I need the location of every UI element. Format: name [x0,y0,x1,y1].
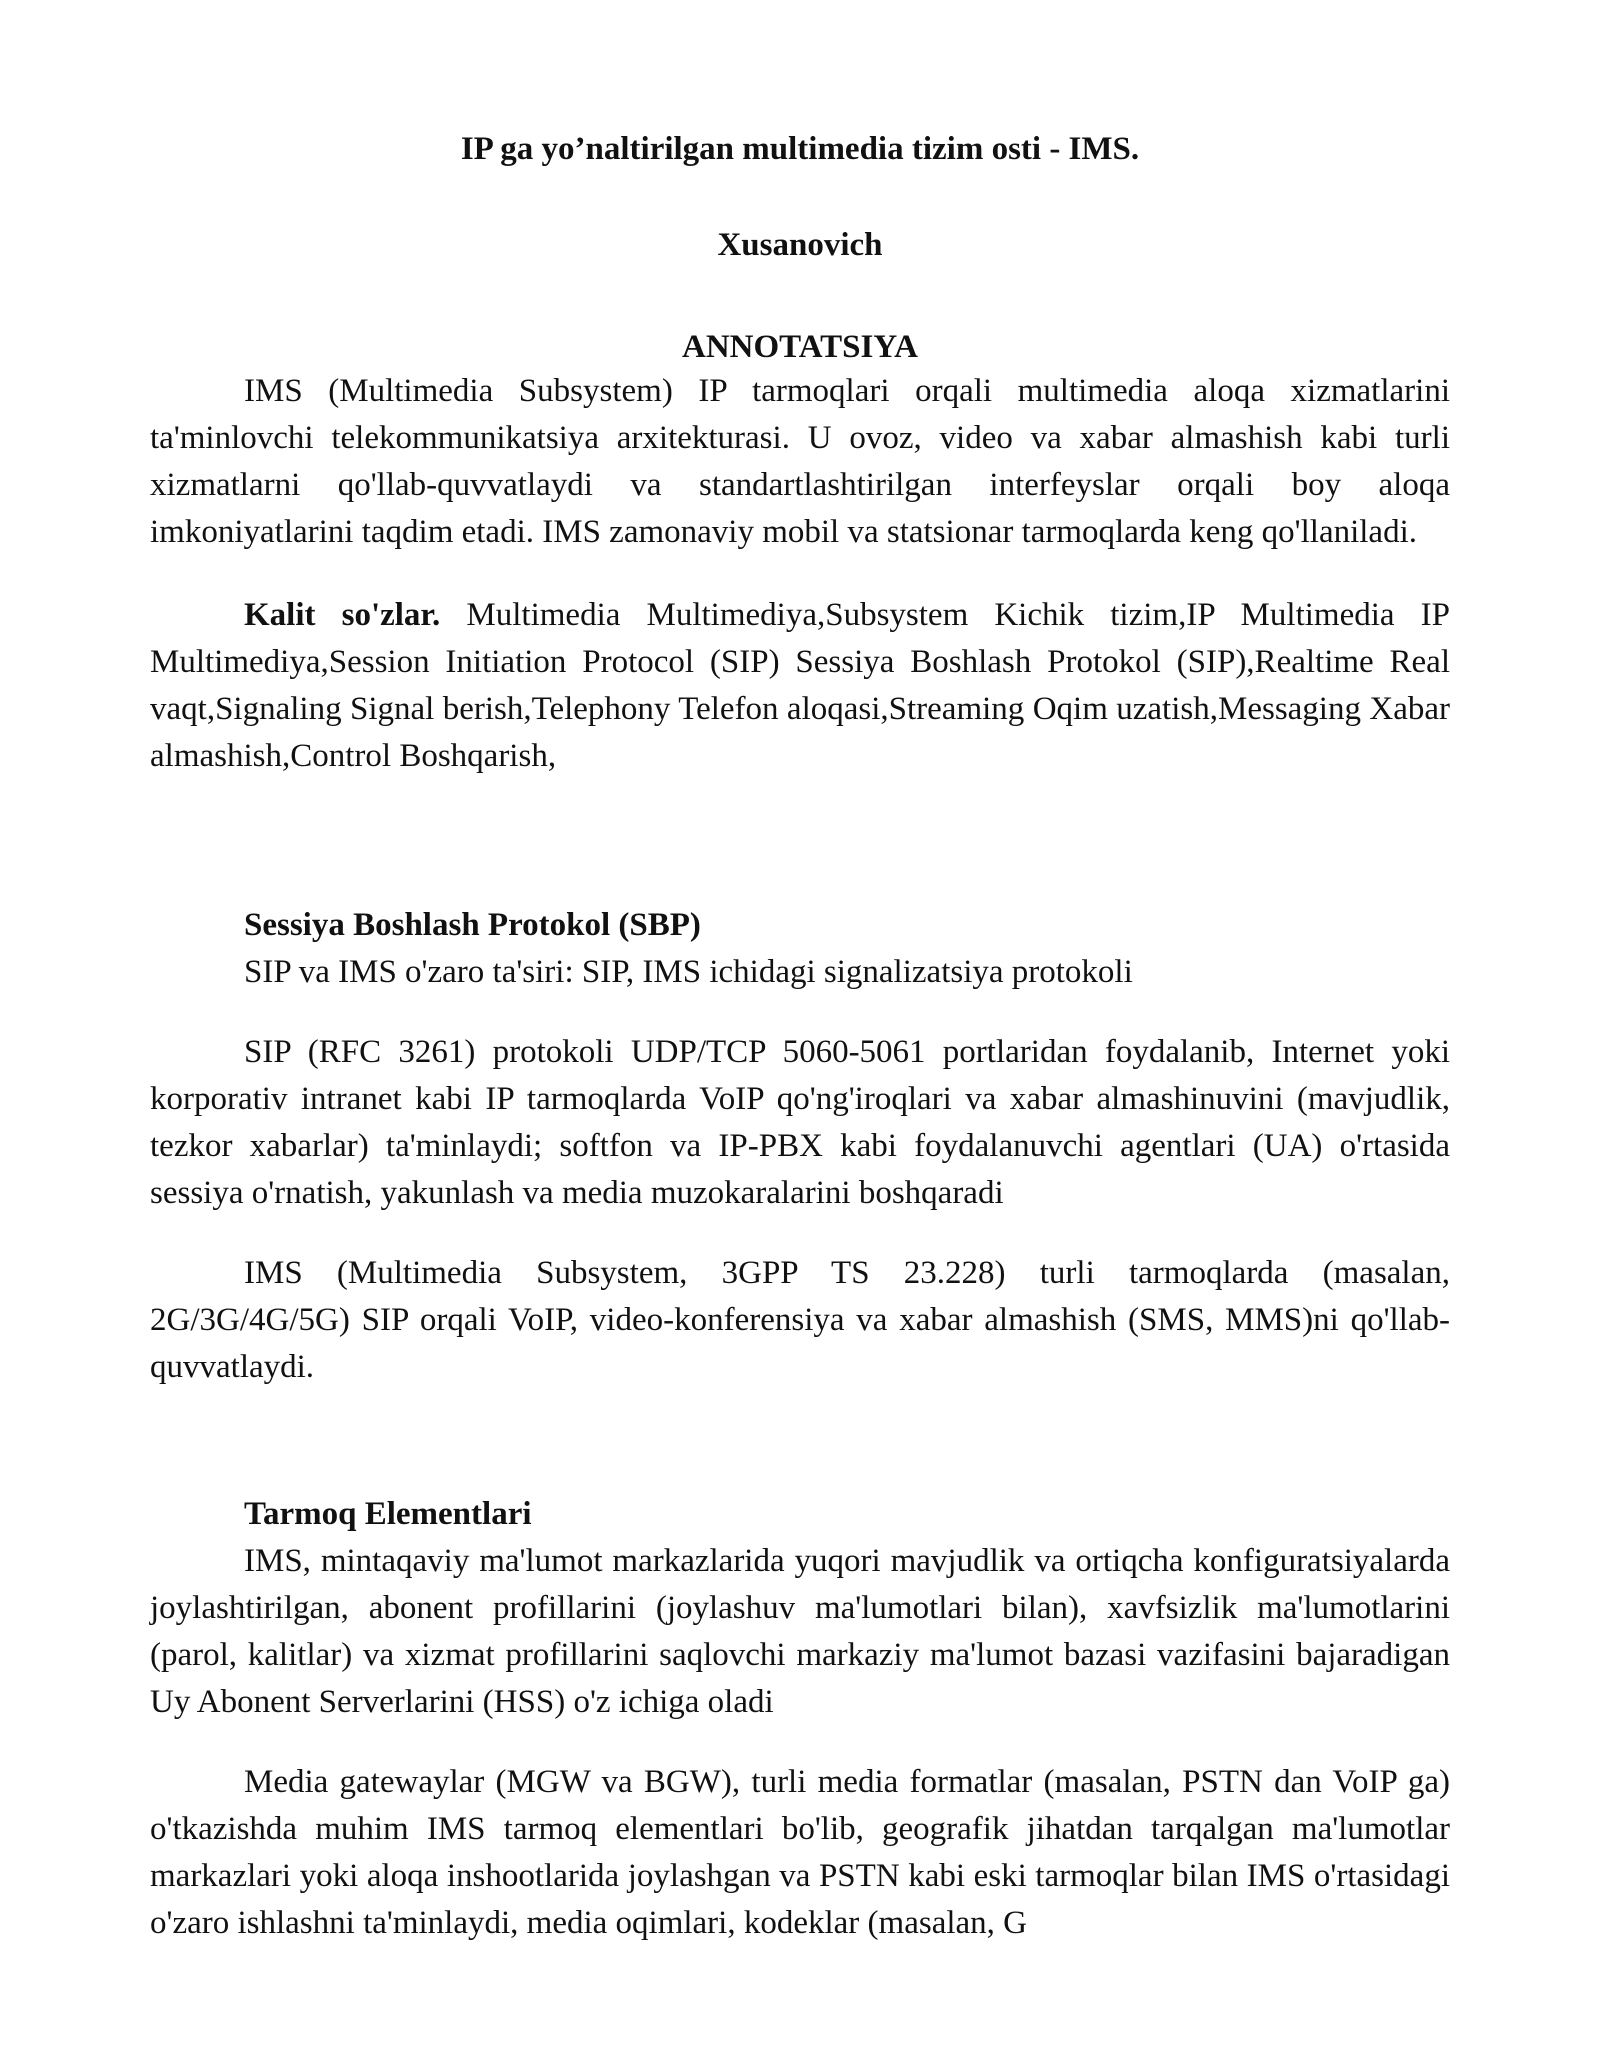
document-title: IP ga yo’naltirilgan multimedia tizim osti - IMS. [460,131,1140,167]
sip-paragraph: SIP (RFC 3261) protokoli UDP/TCP 5060-5061 portlaridan foydalanib, Internet yoki korporativ intranet kabi IP tarmoqlarda VoIP qo'ng'iroqlari va xabar almashinuvini (mavjudlik, tezkor xabarlar) ta'minlaydi; softfon va IP-PBX kabi foydalanuvchi agentlari (UA) o'rtasida sessiya o'rnatish, yakunlash va media muzokaralarini boshqaradi [150,1034,1450,1211]
section-heading-network-elements: Tarmoq Elementlari [244,1496,532,1532]
section-heading-sbp: Sessiya Boshlash Protokol (SBP) [244,907,701,943]
keywords-text: Multimedia Multimediya,Subsystem Kichik tizim,IP Multimedia IP Multimediya,Session Initiation Protocol (SIP) Sessiya Boshlash Protokol (SIP),Realtime Real vaqt,Signaling Signal berish,Telephony Telefon aloqasi,Streaming Oqim uzatish,Messaging Xabar almashish,Control Boshqarish, [150,597,1450,774]
media-gateway-paragraph: Media gatewaylar (MGW va BGW), turli media formatlar (masalan, PSTN dan VoIP ga) o'tkazishda muhim IMS tarmoq elementlari bo'lib, geografik jihatdan tarqalgan ma'lumotlar markazlari yoki aloqa inshootlarida joylashgan va PSTN kabi eski tarmoqlar bilan IMS o'rtasidagi o'zaro ishlashni ta'minlaydi, media oqimlari, kodeklar (masalan, G [150,1764,1450,1941]
keywords-label: Kalit so'zlar. [244,597,441,633]
annotation-paragraph: IMS (Multimedia Subsystem) IP tarmoqlari orqali multimedia aloqa xizmatlarini ta'minlovchi telekommunikatsiya arxitekturasi. U ovoz, video va xabar almashish kabi turli xizmatlarni qo'llab-quvvatlaydi va standartlashtirilgan interfeyslar orqali boy aloqa imkoniyatlarini taqdim etadi. IMS zamonaviy mobil va statsionar tarmoqlarda keng qo'llaniladi. [150,373,1450,550]
keywords-paragraph [150,592,1450,780]
annotation-heading: ANNOTATSIYA [682,329,918,365]
author-name: Xusanovich [717,227,883,263]
section-subtitle: SIP va IMS o'zaro ta'siri: SIP, IMS ichidagi signalizatsiya protokoli [244,954,1133,990]
hss-paragraph: IMS, mintaqaviy ma'lumot markazlarida yuqori mavjudlik va ortiqcha konfiguratsiyalarda joylashtirilgan, abonent profillarini (joylashuv ma'lumotlari bilan), xavfsizlik ma'lumotlarini (parol, kalitlar) va xizmat profillarini saqlovchi markaziy ma'lumot bazasi vazifasini bajaradigan Uy Abonent Serverlarini (HSS) o'z ichiga oladi [150,1543,1450,1720]
ims-paragraph: IMS (Multimedia Subsystem, 3GPP TS 23.228) turli tarmoqlarda (masalan, 2G/3G/4G/5G) SIP orqali VoIP, video-konferensiya va xabar almashish (SMS, MMS)ni qo'llab-quvvatlaydi. [150,1255,1450,1385]
